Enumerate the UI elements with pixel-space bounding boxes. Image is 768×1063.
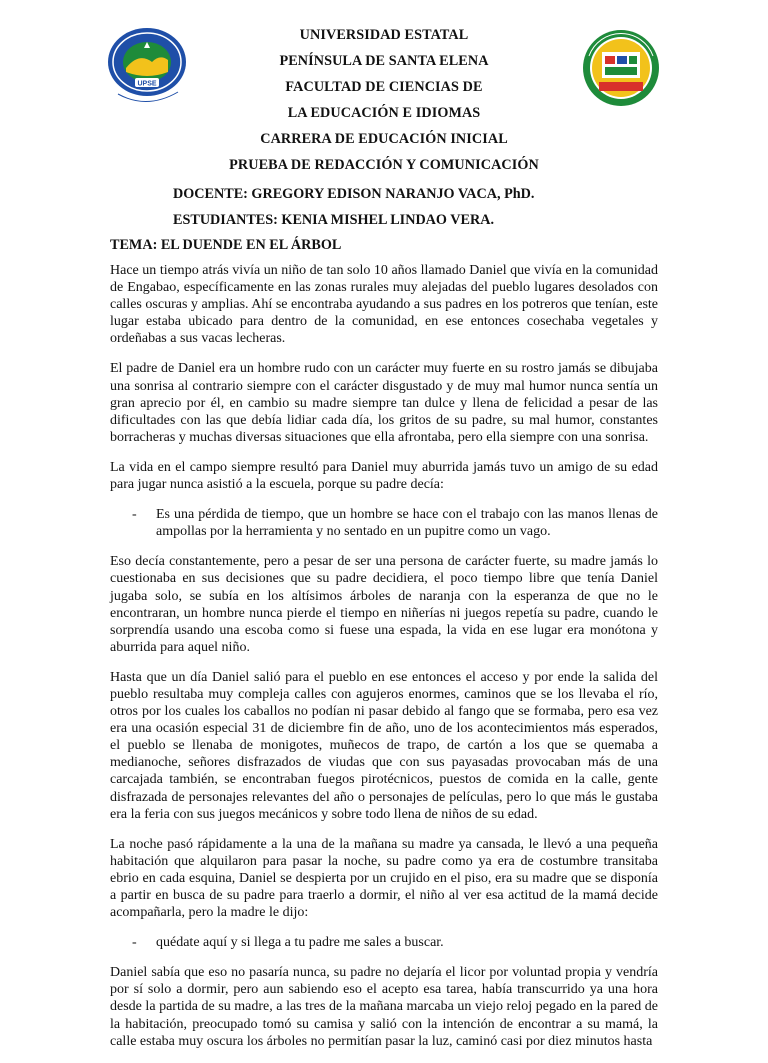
paragraph-2: El padre de Daniel era un hombre rudo con un carácter muy fuerte en su rostro jamás se dibujaba una sonrisa al contrario siempre con el carácter disgustado y de muy mal humor nunca sentía un gran aprecio por él, en cambio su madre siempre tan dulce y llena de felicidad a pesar de las dificultades con las que debía lidiar cada día, los gritos de su padre, su mal humor, constantes borracheras y muchas diversas situaciones que ella afrontaba, pero ella siempre con una sonrisa. xyxy=(110,361,658,445)
dialogue-text-1: Es una pérdida de tiempo, que un hombre se hace con el trabajo con las manos llenas de ampollas por la herramienta y no sentado en un pupitre como un vago. xyxy=(156,507,658,540)
paragraph-1: Hace un tiempo atrás vivía un niño de tan solo 10 años llamado Daniel que vivía en la comunidad de Engabao, específicamente en las zonas rurales muy alejadas del pueblo lugares desolados con calles oscuras y amplias. Ahí se encontraba ayudando a sus padres en los potreros que tenían, este lugar estaba ubicado para dentro de la comunidad, en ese entonces cosechaba vegetales y ordeñabas a sus vacas lecheras. xyxy=(110,263,658,347)
faculty-line-2: LA EDUCACIÓN E IDIOMAS xyxy=(287,105,481,121)
paragraph-5: Hasta que un día Daniel salió para el pueblo en ese entonces el acceso y por ende la salida del pueblo resultaba muy compleja calles con agujeros enormes, caminos que se los llevaba el río, otros por los cuales los caballos no podían ni pasar debido al fango que se formaba, pero esa vez era una ocasión especial 31 de diciembre fin de año, uno de los acontecimientos más esperados, el pueblo se llenaba de monigotes, muñecos de trapo, de cartón a los que se quemaba a medianoche, señores disfrazados de viudas que con sus payasadas provocaban más de una carcajada también, se encontraban fuegos pirotécnicos, puestos de comida en la calle, gente disfrazada de personajes relevantes del año o personajes de películas, pero lo que más le gustaba era la feria con sus juegos mecánicos y sobre todo llena de niños de su edad. xyxy=(110,669,658,822)
university-name-line-2: PENÍNSULA DE SANTA ELENA xyxy=(279,53,489,69)
dash-bullet: - xyxy=(132,507,137,523)
docente-line: DOCENTE: GREGORY EDISON NARANJO VACA, PhD. xyxy=(173,186,535,202)
paragraph-4: Eso decía constantemente, pero a pesar de ser una persona de carácter fuerte, su madre jamás lo cuestionaba en sus decisiones que su padre decidiera, el poco tiempo libre que tenía Daniel jugaba solo, se subía en los altísimos árboles de naranja con la esperanza de que no le encontraran, un hombre nunca pierde el tiempo en niñerías ni juegos repetía su padre, cuando le sorprendía usando una escoba como si fuese una espada, la vida en ese lugar era monótona y aburrida para aquel niño. xyxy=(110,554,658,655)
document-header xyxy=(0,22,768,178)
dialogue-text-2: quédate aquí y si llega a tu padre me sales a buscar. xyxy=(156,935,444,951)
faculty-line-1: FACULTAD DE CIENCIAS DE xyxy=(285,79,483,95)
dash-bullet: - xyxy=(132,935,137,951)
paragraph-6: La noche pasó rápidamente a la una de la mañana su madre ya cansada, le llevó a una pequeña habitación que alquilaron para pasar la noche, su padre como ya era de costumbre transitaba ebrio en cada esquina, Daniel se despierta por un crujido en el piso, era su madre que se disponía a partir en busca de su padre para traerlo a dormir, el niño al ver esa actitud de la mamá decide acompañarla, pero la madre le dijo: xyxy=(110,836,658,921)
story-body xyxy=(110,262,658,1063)
svg-text:UPSE: UPSE xyxy=(137,80,157,88)
estudiantes-line: ESTUDIANTES: KENIA MISHEL LINDAO VERA. xyxy=(173,212,495,228)
career-line: CARRERA DE EDUCACIÓN INICIAL xyxy=(260,131,508,147)
document-meta xyxy=(173,181,534,233)
test-title: PRUEBA DE REDACCIÓN Y COMUNICACIÓN xyxy=(229,157,539,173)
paragraph-3: La vida en el campo siempre resultó para Daniel muy aburrida jamás tuvo un amigo de su edad para jugar nunca asistió a la escuela, porque su padre decía: xyxy=(110,459,658,493)
dialogue-item-1 xyxy=(110,506,658,540)
paragraph-7: Daniel sabía que eso no pasaría nunca, su padre no dejaría el licor por voluntad propia y vendría por sí solo a dormir, pero aun sabiendo eso el acepto esa tarea, había transcurrido ya una hora desde la partida de su madre, a las tres de la mañana marcaba un viejo reloj pegado en la pared de la habitación, preocupado tomó su camisa y salió con la intención de encontrar a su mamá, la calle estaba muy oscura los árboles no permitían pasar la luz, caminó casi por diez minutos hasta xyxy=(110,965,658,1049)
tema-heading: TEMA: EL DUENDE EN EL ÁRBOL xyxy=(110,237,342,253)
dialogue-item-2 xyxy=(110,934,658,951)
university-name-line-1: UNIVERSIDAD ESTATAL xyxy=(299,27,469,43)
